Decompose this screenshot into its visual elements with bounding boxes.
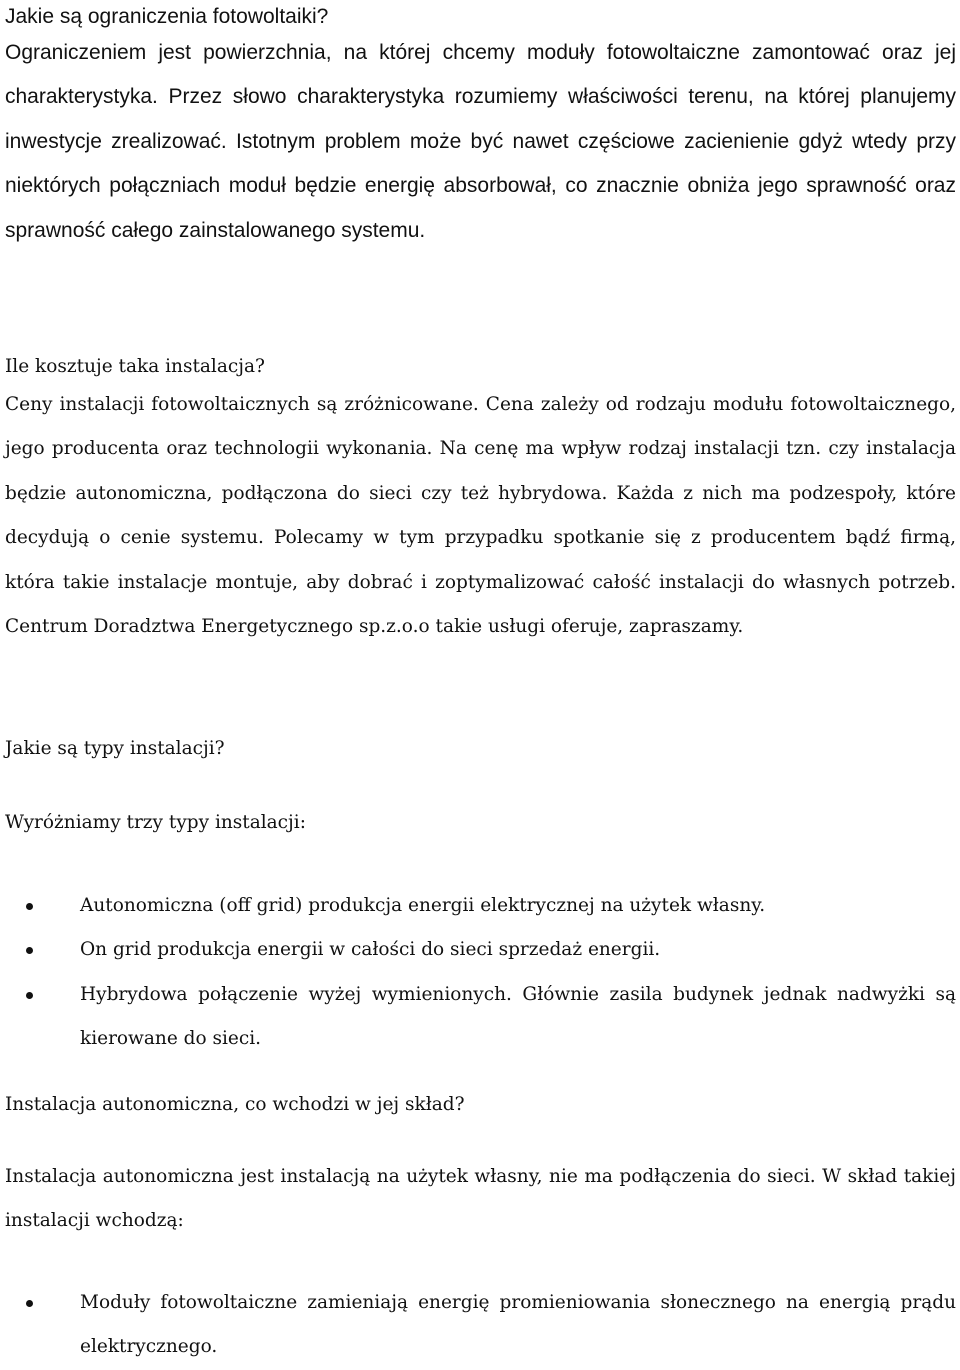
paragraph-limitations: Ograniczeniem jest powierzchnia, na której chcemy moduły fotowoltaiczne zamontować oraz jej charakterystyka. Przez słowo charakterystyka rozumiemy właściwości terenu, na której planujemy inwestycje zrealizować. Istotnym problem może być nawet częściowe zacienienie gdyż wtedy przy niektórych połączniach moduł będzie energię absorbował, co znacznie obniża jego sprawność oraz sprawność całego zainstalowanego systemu. xyxy=(5,41,956,242)
bullet-icon xyxy=(26,947,33,954)
section-limitations xyxy=(5,2,956,253)
list-item xyxy=(5,928,956,972)
paragraph-autonomous: Instalacja autonomiczna jest instalacją na użytek własny, nie ma podłączenia do sieci. W skład takiej instalacji wchodzą: xyxy=(5,1166,956,1232)
section-heading-limitations: Jakie są ograniczenia fotowoltaiki? xyxy=(5,5,329,28)
section-autonomous xyxy=(5,1090,956,1370)
bullet-icon xyxy=(26,992,33,999)
section-types xyxy=(5,734,956,1062)
list-item-text: Autonomiczna (off grid) produkcja energii elektrycznej na użytek własny. xyxy=(80,895,766,916)
section-heading-autonomous: Instalacja autonomiczna, co wchodzi w jej skład? xyxy=(5,1094,465,1115)
types-list xyxy=(5,884,956,1062)
paragraph-cost: Ceny instalacji fotowoltaicznych są zróżnicowane. Cena zależy od rodzaju modułu fotowoltaicznego, jego producenta oraz technologii wykonania. Na cenę ma wpływ rodzaj instalacji tzn. czy instalacja będzie autonomiczna, podłączona do sieci czy też hybrydowa. Każda z nich ma podzespoły, które decydują o cenie systemu. Polecamy w tym przypadku spotkanie się z producentem bądź firmą, która takie instalacje montuje, aby dobrać i zoptymalizować całość instalacji do własnych potrzeb. Centrum Doradztwa Energetycznego sp.z.o.o takie usługi oferuje, zapraszamy. xyxy=(5,394,956,638)
list-item xyxy=(5,884,956,928)
list-item-text: Hybrydowa połączenie wyżej wymienionych. Głównie zasila budynek jednak nadwyżki są kierowane do sieci. xyxy=(80,983,956,1050)
types-intro: Wyróżniamy trzy typy instalacji: xyxy=(5,812,306,833)
section-heading-cost: Ile kosztuje taka instalacja? xyxy=(5,356,265,377)
section-cost xyxy=(5,352,956,649)
list-item-text: On grid produkcja energii w całości do sieci sprzedaż energii. xyxy=(80,939,661,961)
bullet-icon xyxy=(26,1300,33,1307)
list-item-text: Moduły fotowoltaiczne zamieniają energię promieniowania słonecznego na energią prądu elektrycznego. xyxy=(80,1291,956,1358)
bullet-icon xyxy=(26,903,33,910)
list-item xyxy=(5,973,956,1062)
list-item xyxy=(5,1281,956,1370)
section-heading-types: Jakie są typy instalacji? xyxy=(5,738,225,759)
components-list xyxy=(5,1281,956,1370)
